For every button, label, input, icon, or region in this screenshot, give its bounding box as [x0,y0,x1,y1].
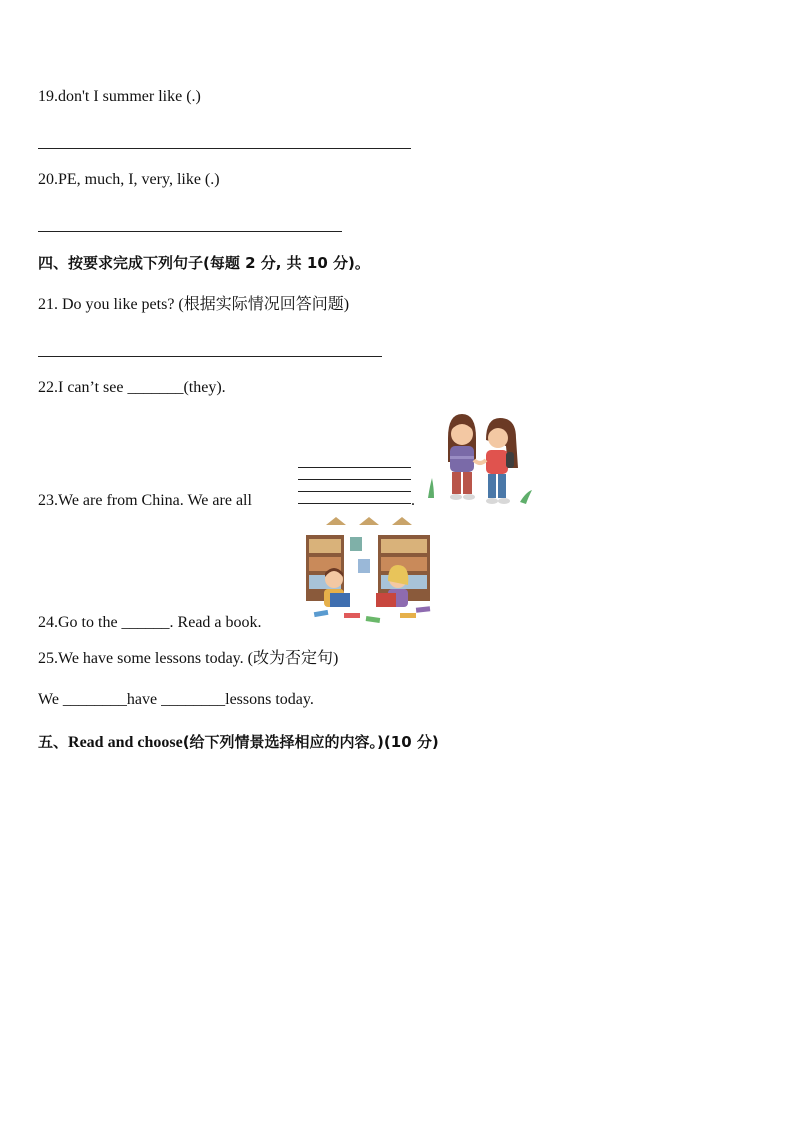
answer-line-23a[interactable] [298,467,411,468]
section-5-title: Read and choose [68,734,183,751]
section-4-heading: 四、按要求完成下列句子(每题 2 分, 共 10 分)。 [38,254,370,272]
answer-25-blank-2[interactable]: ________ [161,691,226,708]
question-21: 21. Do you like pets? (根据实际情况回答问题) [38,296,350,313]
library-reading-illustration [304,513,436,631]
question-19: 19.don't I summer like (.) [38,88,201,105]
section-5-number: 五、 [38,733,69,751]
section-5-heading [38,732,439,753]
answer-line-21[interactable] [38,356,382,357]
two-girls-illustration [420,410,540,510]
answer-line-20[interactable] [38,231,342,232]
answer-25-start: We [38,691,63,708]
answer-25-middle: have [126,691,162,708]
answer-25 [38,690,314,710]
question-23-end: . [411,492,415,509]
answer-line-23b[interactable] [298,479,411,480]
answer-line-23d[interactable] [298,503,411,504]
question-22-after: (they). [183,379,226,396]
question-22-before: 22.I can’t see [38,379,128,396]
question-22-blank[interactable]: _______ [127,379,184,396]
answer-line-23c[interactable] [298,491,411,492]
section-5-instruction: (给下列情景选择相应的内容。)(10 分) [182,733,439,751]
question-25: 25.We have some lessons today. (改为否定句) [38,650,339,667]
question-23: 23.We are from China. We are all [38,492,252,509]
question-22 [38,378,226,398]
question-20: 20.PE, much, I, very, like (.) [38,171,220,188]
answer-line-19[interactable] [38,148,411,149]
question-24-blank[interactable]: ______ [121,614,170,631]
answer-25-end: lessons today. [225,691,314,708]
question-24-after: . Read a book. [169,614,262,631]
answer-25-blank-1[interactable]: ________ [62,691,127,708]
question-24-before: 24.Go to the [38,614,122,631]
question-24 [38,613,262,633]
